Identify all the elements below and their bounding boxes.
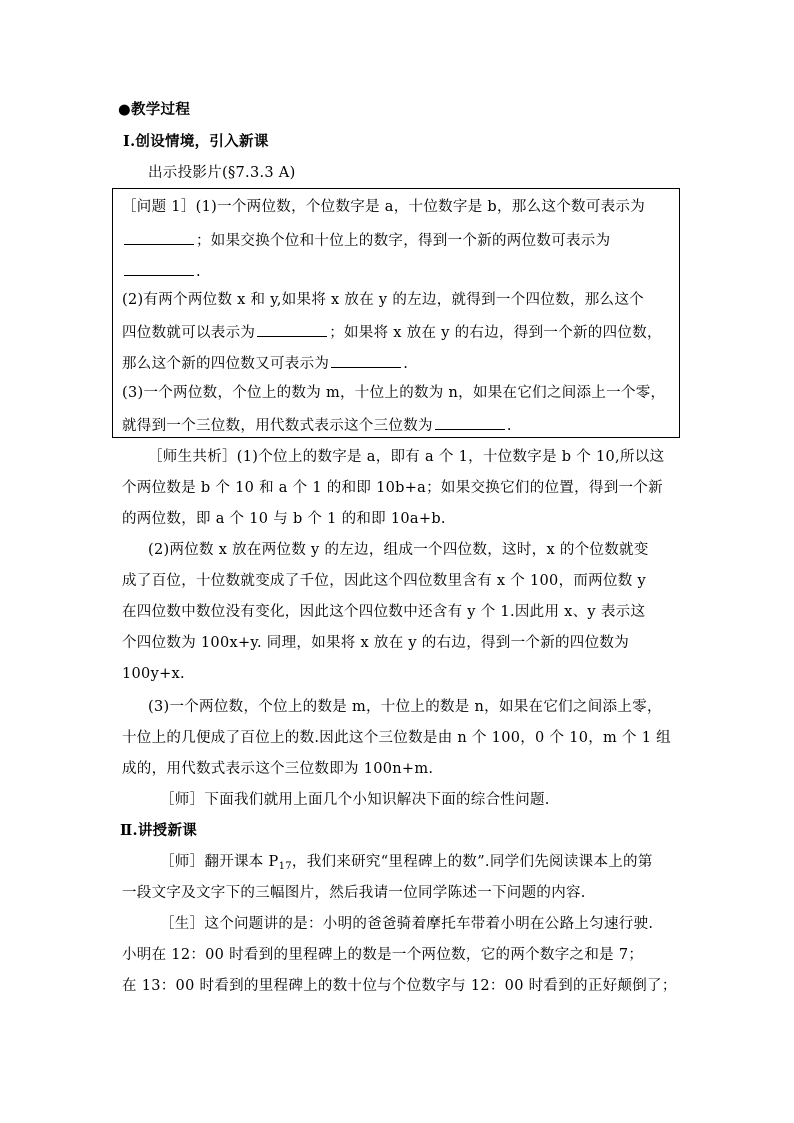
answer-blank	[435, 414, 505, 430]
box-q1-line2: ；如果交换个位和十位上的数字，得到一个新的两位数可表示为	[122, 229, 610, 251]
box-q2-line1: (2)有两个两位数 x 和 y,如果将 x 放在 y 的左边，就得到一个四位数，那么这个	[122, 292, 644, 308]
projector-note: 出示投影片(§7.3.3 A)	[148, 165, 296, 181]
analysis-p2-line2: 成了百位，十位数就变成了千位，因此这个四位数里含有 x 个 100，而两位数 y	[122, 573, 646, 589]
analysis-p2-line1: (2)两位数 x 放在两位数 y 的左边，组成一个四位数，这时，x 的个位数就变	[148, 542, 649, 558]
answer-blank	[124, 229, 194, 245]
box-q2-line3: 那么这个新的四位数又可表示为 .	[122, 352, 408, 374]
answer-blank	[257, 321, 327, 337]
analysis-p2-line3: 在四位数中数位没有变化，因此这个四位数中还含有 y 个 1.因此用 x、y 表示这	[122, 604, 646, 620]
lesson-student-line3: 在 13：00 时看到的里程碑上的数十位与个位数字与 12：00 时看到的正好颠倒了；	[122, 978, 677, 994]
box-q2-line2: 四位数就可以表示为 ；如果将 x 放在 y 的右边，得到一个新的四位数，	[122, 321, 662, 343]
teacher-transition: ［师］下面我们就用上面几个小知识解决下面的综合性问题.	[160, 792, 550, 808]
analysis-p3-line1: (3)一个两位数，个位上的数是 m，十位上的数是 n，如果在它们之间添上零，	[148, 699, 662, 715]
lesson-teacher-line2: 一段文字及文字下的三幅图片，然后我请一位同学陈述一下问题的内容.	[122, 885, 586, 901]
analysis-p1-line2: 个两位数是 b 个 10 和 a 个 1 的和即 10b+a；如果交换它们的位置，得到一个新	[122, 480, 663, 496]
box-q3-line1: (3)一个两位数，个位上的数为 m，十位上的数为 n，如果在它们之间添上一个零，	[122, 385, 666, 401]
analysis-p2-line5: 100y+x.	[122, 666, 185, 682]
box-q1-line3: .	[122, 260, 201, 282]
analysis-p3-line2: 十位上的几便成了百位上的数.因此这个三位数是由 n 个 100，0 个 10，m 个 1 组	[122, 730, 671, 746]
box-q3-line2: 就得到一个三位数，用代数式表示这个三位数为 .	[122, 414, 512, 436]
lesson-student-line2: 小明在 12：00 时看到的里程碑上的数是一个两位数，它的两个数字之和是 7；	[122, 947, 644, 963]
analysis-p3-line3: 成的，用代数式表示这个三位数即为 100n+m.	[122, 761, 434, 777]
analysis-p1-line3: 的两位数，即 a 个 10 与 b 个 1 的和即 10a+b.	[122, 511, 446, 527]
lesson-teacher-line1: ［师］翻开课本 $P_{17}$，我们来研究“里程碑上的数”.同学们先阅读课本上的第	[160, 854, 653, 872]
analysis-p2-line4: 个四位数为 100x+y. 同理，如果将 x 放在 y 的右边，得到一个新的四位数为	[122, 635, 629, 651]
section-heading-process: ●教学过程	[118, 101, 191, 118]
answer-blank	[124, 260, 194, 276]
section-heading-1: Ⅰ.创设情境，引入新课	[123, 133, 269, 150]
section-heading-2: Ⅱ.讲授新课	[120, 822, 198, 839]
analysis-p1-line1: ［师生共析］(1)个位上的数字是 a，即有 a 个 1，十位数字是 b 个 10,所以这	[148, 449, 665, 465]
answer-blank	[331, 352, 401, 368]
lesson-student-line1: ［生］这个问题讲的是：小明的爸爸骑着摩托车带着小明在公路上匀速行驶.	[160, 916, 654, 932]
box-q1-line1: ［问题 1］(1)一个两位数，个位数字是 a，十位数字是 b，那么这个数可表示为	[122, 199, 646, 215]
